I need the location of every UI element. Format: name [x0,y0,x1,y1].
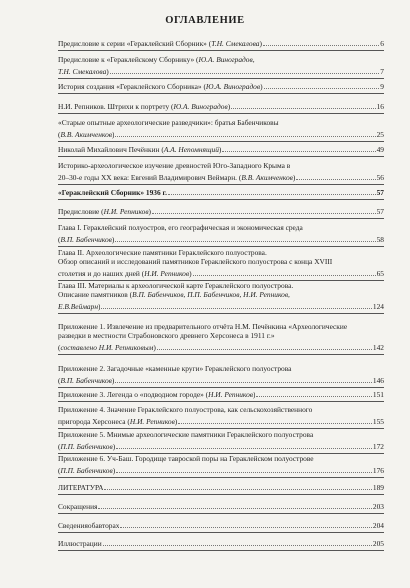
toc-entry-author: Ю.А. Виноградов, [198,55,255,64]
page-number: 155 [372,417,384,427]
toc-entry-title [58,173,295,182]
dot-leader [263,36,379,46]
toc-entry[interactable] [58,185,384,200]
toc-entry-text: пригорода Херсонеса ( [58,417,130,427]
toc-entry[interactable] [58,99,384,114]
toc-entry-author: Н.И. Репников [129,417,175,427]
toc-entry[interactable] [58,480,384,495]
toc-entry-line [58,331,384,340]
toc-entry-author: Н.И. Репников [208,390,254,399]
page-number: 124 [372,302,384,312]
toc-entry-title [58,207,151,216]
toc-entry-text: ( [58,442,61,452]
toc-entry-author: В.В. Акимченков [241,173,293,183]
toc-entry-last-line [58,373,384,385]
toc-entry-last-line [58,232,384,244]
dot-leader [168,185,376,195]
toc-entry-line [58,161,384,170]
toc-entry[interactable] [58,454,384,478]
dot-leader [103,536,372,546]
toc-entry-line [58,257,384,266]
toc-entry-text: Предисловие ( [58,207,104,216]
page-number: 151 [372,390,384,399]
toc-entry-line [58,118,384,127]
toc-entry-author: Е.В.Веймарн [58,302,98,312]
toc-entry-text: Приложение 2. Загадочные «каменные круги» Гераклейского полуострова [58,364,292,373]
toc-entry-line [58,364,384,373]
toc-entry[interactable] [58,322,384,355]
toc-entry-last-line [58,499,384,511]
toc-entry-title [58,483,103,492]
toc-entry-close: ) [259,39,262,48]
toc-entry-line [58,290,384,299]
toc-entry-title [58,417,177,426]
toc-entry-last-line [58,142,384,154]
toc-entry-line [58,55,384,64]
toc-entry-line [58,430,384,439]
toc-entry-text: Глава I. Гераклейский полуостров, его географическая и экономическая среда [58,223,303,232]
toc-entry-title [58,302,100,311]
toc-entry-line [58,248,384,257]
toc-entry[interactable] [58,364,384,388]
toc-entry-text: Описание памятников ( [58,290,133,300]
dot-leader [98,499,371,509]
toc-entry-text: Обзор описаний и исследований памятников Гераклейского полуострова с конца XVIII [58,257,333,267]
toc-entry[interactable] [58,405,384,429]
toc-entry-last-line [58,387,384,399]
page-number: 57 [376,207,384,216]
toc-entry-close: ) [153,343,156,353]
toc-entry-title [58,539,102,548]
toc-entry[interactable] [58,161,384,185]
toc-entry-author: составлено Н.И. Репниковым [60,343,154,353]
toc-entry-close: ) [98,302,101,312]
toc-entry-text: Сокращения [58,502,98,511]
toc-entry[interactable] [58,536,384,551]
dot-leader [110,64,380,74]
toc-entry[interactable] [58,499,384,514]
toc-entry-text: ( [58,235,61,245]
toc-entry-text: ( [58,466,61,476]
toc-entry-text: Приложение 3. Легенда о «подводном городе» ( [58,390,209,399]
toc-entry-author: Т.Н. Смекалова [211,39,260,48]
dot-leader [157,340,372,350]
toc-entry-title [58,82,263,91]
page-number: 205 [372,539,384,548]
toc-entry[interactable] [58,387,384,402]
toc-entry-close: ) [218,145,222,154]
page-number: 7 [380,67,384,77]
toc-entry[interactable] [58,518,384,533]
page-number: 49 [376,145,384,154]
toc-entry[interactable] [58,248,384,281]
toc-entry-last-line [58,185,384,197]
page-number: 142 [372,343,384,353]
toc-entry-last-line [58,299,384,311]
toc-entry[interactable] [58,118,384,142]
toc-entry-text: Приложение 1. Извлечение из предварительного отчёта Н.М. Печёнкина «Археологические [58,322,348,331]
dot-leader [231,99,375,109]
toc-entry-close: ) [111,235,115,245]
toc-entry-close: ) [174,417,178,427]
toc-entry-title [58,466,115,475]
page-number: 25 [376,130,384,140]
toc-entry-close: ) [253,390,256,399]
toc-entry-last-line [58,536,384,548]
toc-entry-title [58,343,156,352]
toc-entry[interactable] [58,142,384,157]
toc-entry-text: «Гераклейский Сборник» 1936 г. [58,188,167,197]
toc-entry-title [58,269,192,278]
toc-entry-title [58,235,114,244]
toc-entry-last-line [58,266,384,278]
toc-entry-text: Николай Михайлович Печёнкин ( [58,145,164,154]
dot-leader [178,414,372,424]
page-number: 189 [372,483,384,492]
toc-entry[interactable] [58,281,384,314]
dot-leader [256,387,371,397]
toc-entry-last-line [58,127,384,139]
toc-entry[interactable] [58,36,384,51]
toc-entry-author: Н.И. Репников [144,269,190,279]
dot-leader [116,439,372,449]
toc-entry-close: ) [148,207,151,216]
dot-leader [115,232,375,242]
toc-entry[interactable] [58,55,384,79]
toc-entry-last-line [58,36,384,48]
toc-entry-text: ( [58,343,61,353]
toc-entry-text: разведки в местности Страбоновского древнего Херсонеса в 1911 г.» [58,331,275,341]
toc-entry-text: Н.И. Репников. Штрихи к портрету ( [58,102,174,111]
toc-entry[interactable] [58,79,384,94]
page-number: 58 [376,235,384,245]
dot-leader [115,373,372,383]
toc-entry-text: Приложение 6. Уч-Баш. Городище тавроской поры на Гераклейском полуострове [58,454,314,463]
toc-entry-author: Ю.А. Виноградов [173,102,228,111]
toc-entry-last-line [58,518,384,530]
toc-entry-close: ) [292,173,296,183]
toc-entry-text: Иллюстрации [58,539,102,548]
toc-entry-title [58,502,97,511]
dot-leader [101,299,371,309]
toc-entry-author: В.П. Бабенчиков [60,376,112,386]
toc-entry-title [58,442,115,451]
toc-entry-title [58,376,114,385]
toc-entry-author: П.П. Бабенчиков [60,466,113,476]
page-number: 172 [372,442,384,452]
toc-entry-line [58,223,384,232]
dot-leader [222,142,375,152]
toc-entry-line [58,281,384,290]
toc-entry-text: ЛИТЕРАТУРА [58,483,104,492]
toc-entry-title [58,67,109,76]
toc-entry-text: ( [58,376,61,386]
toc-entry-close: ) [112,442,116,452]
toc-entry-line [58,405,384,414]
toc-entry-title [58,39,262,48]
page-number: 176 [372,466,384,476]
toc-entry-close: ) [111,130,115,140]
toc-entry-close: ) [106,67,109,77]
toc-entry[interactable] [58,223,384,247]
toc-entry-text: Глава II. Археологические памятники Гераклейского полуострова. [58,248,267,257]
toc-entry-title [58,390,255,399]
toc-entry-last-line [58,170,384,182]
toc-entry-text: столетия и до наших дней ( [58,269,145,279]
page-number: 16 [376,102,384,111]
toc-entry-close: ) [111,376,115,386]
toc-entry-text: Сведенияобавторах [58,521,120,530]
toc-entry-line [58,454,384,463]
dot-leader [115,127,375,137]
toc-entry-last-line [58,463,384,475]
dot-leader [120,518,371,528]
page-number: 65 [376,269,384,279]
page-number: 6 [380,39,384,48]
toc-entry-author: Т.Н. Смекалова [58,67,107,77]
toc-entry-text: Приложение 4. Значение Гераклейского полуострова, как сельскохозяйственного [58,405,313,414]
dot-leader [116,463,372,473]
toc-entry-title [58,130,114,139]
toc-entry-last-line [58,204,384,216]
page-number: 204 [372,521,384,530]
toc-entry-text: Историко-археологическое изучение древностей Юго-Западного Крыма в [58,161,291,170]
toc-entry-text: «Старые опытные археологические разведчики»: братья Бабенчиковы [58,118,279,127]
toc-entry-text: Глава III. Материалы к археологической карте Гераклейского полуострова. [58,281,294,290]
toc-entry-last-line [58,64,384,76]
toc-entry-last-line [58,439,384,451]
toc-entry-author: А.А. Непомнящий [163,145,219,154]
toc-entry-last-line [58,79,384,91]
toc-entry-title [58,521,119,530]
toc-entry-close: ) [260,82,263,91]
toc-entry-close: ) [189,269,192,279]
toc-entry-author: В.П. Бабенчиков, П.П. Бабенчиков, Н.И. Репников, [132,290,290,300]
dot-leader [104,480,371,490]
toc-entry-author: В.В. Акимченков [60,130,112,140]
page-number: 9 [380,82,384,91]
toc-entry-text: 20–30-е годы XX века: Евгений Владимирович Веймарн. ( [58,173,242,183]
page-title: ОГЛАВЛЕНИЕ [165,15,245,26]
dot-leader [296,170,375,180]
page-number: 56 [376,173,384,183]
toc-entry-author: Н.И. Репников [103,207,149,216]
page-number: 57 [376,188,384,197]
dot-leader [193,266,376,276]
page-number: 146 [372,376,384,386]
toc-entry-close: ) [227,102,231,111]
toc-entry-author: Ю.А. Виноградов [205,82,261,91]
toc-entry-author: П.П. Бабенчиков [60,442,113,452]
dot-leader [264,79,380,89]
toc-entry-last-line [58,480,384,492]
toc-entry-title [58,188,167,197]
toc-entry[interactable] [58,204,384,219]
toc-entry-last-line [58,340,384,352]
toc-entry-text: История создания «Гераклейского Сборника» ( [58,82,206,91]
toc-entry-text: Предисловие к серии «Гераклейский Сборник» ( [58,39,212,48]
toc-entry-author: В.П. Бабенчиков [60,235,112,245]
toc-entry-line [58,322,384,331]
toc-entry[interactable] [58,430,384,454]
dot-leader [152,204,376,214]
toc-entry-text: Предисловие к «Гераклейскому Сборнику» ( [58,55,199,64]
toc-entry-last-line [58,99,384,111]
toc-entry-text: Приложение 5. Мнимые археологические памятники Гераклейского полуострова [58,430,314,439]
toc-entry-title [58,145,221,154]
page-number: 203 [372,502,384,511]
toc-entry-text: ( [58,130,61,140]
toc-entry-close: ) [112,466,116,476]
toc-entry-last-line [58,414,384,426]
toc-entry-title [58,102,230,111]
